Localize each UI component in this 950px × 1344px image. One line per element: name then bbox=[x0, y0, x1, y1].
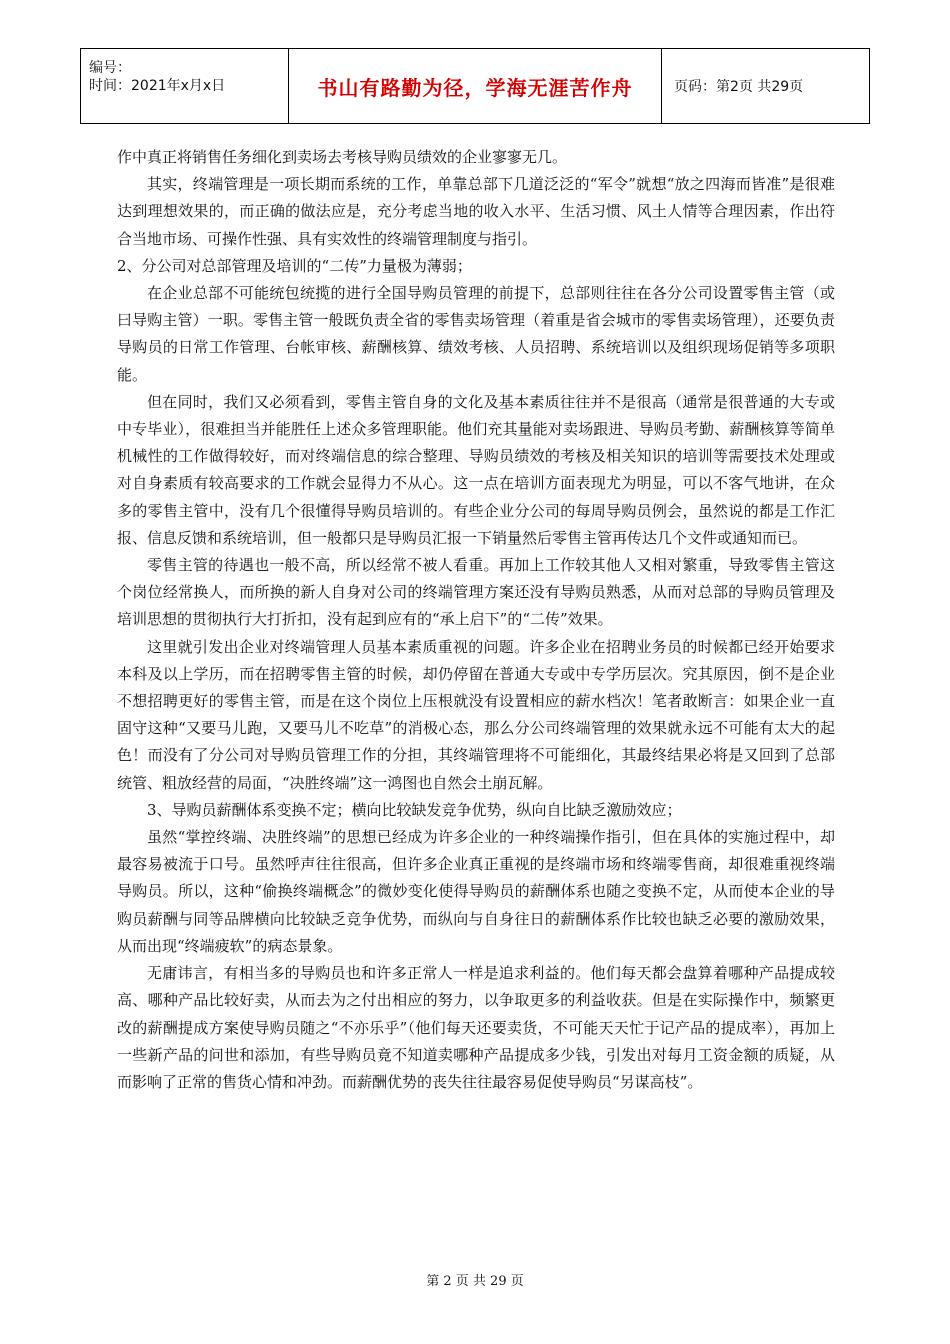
section-heading: 2、分公司对总部管理及培训的“二传”力量极为薄弱； bbox=[117, 256, 472, 275]
paragraph: 在企业总部不可能统包统揽的进行全国导购员管理的前提下，总部则往往在各分公司设置零售主管（或曰导购主管）一职。零售主管一般既负责全省的零售卖场管理（着重是省会城市的零售卖场管理），还要负责导购员的日常工作管理、台帐审核、薪酬核算、绩效考核、人员招聘、系统培训以及组织现场促销等多项职能。 bbox=[117, 284, 835, 384]
header-page-info: 页码：第2页 共29页 bbox=[674, 79, 804, 95]
page-header bbox=[80, 48, 870, 124]
paragraph: 但在同时，我们又必须看到，零售主管自身的文化及基本素质往往并不是很高（通常是很普通的大专或中专毕业），很难担当并能胜任上述众多管理职能。他们充其量能对卖场跟进、导购员考勤、薪酬核算等简单机械性的工作做得较好，而对终端信息的综合整理、导购员绩效的考核及相关知识的培训等需要技术处理或对自身素质有较高要求的工作就会显得力不从心。这一点在培训方面表现尤为明显，可以不客气地讲，在众多的零售主管中，没有几个很懂得导购员培训的。有些企业分公司的每周导购员例会，虽然说的都是工作汇报、信息反馈和系统培训，但一般都只是导购员汇报一下销量然后零售主管再传达几个文件或通知而已。 bbox=[117, 392, 835, 547]
page-footer: 第 2 页 共 29 页 bbox=[426, 1274, 524, 1289]
document-time: 时间：2021年x月x日 bbox=[89, 78, 226, 94]
document-number-label: 编号： bbox=[89, 60, 131, 76]
document-body bbox=[117, 144, 835, 1096]
paragraph: 作中真正将销售任务细化到卖场去考核导购员绩效的企业寥寥无几。 bbox=[117, 148, 568, 166]
header-motto: 书山有路勤为径，学海无涯苦作舟 bbox=[289, 49, 662, 123]
header-meta bbox=[81, 49, 289, 123]
section-heading: 3、导购员薪酬体系变换不定；横向比较缺发竞争优势，纵向自比缺乏激励效应； bbox=[147, 800, 682, 819]
paragraph: 虽然“掌控终端、决胜终端”的思想已经成为许多企业的一种终端操作指引，但在具体的实施过程中，却最容易被流于口号。虽然呼声往往很高，但许多企业真正重视的是终端市场和终端零售商，却很难重视终端导购员。所以，这种“偷换终端概念”的微妙变化使得导购员的薪酬体系也随之变换不定，从而使本企业的导购员薪酬与同等品牌横向比较缺乏竞争优势，而纵向与自身往日的薪酬体系作比较也缺乏必要的激励效果，从而出现“终端疲软”的病态景象。 bbox=[117, 828, 835, 955]
paragraph: 这里就引发出企业对终端管理人员基本素质重视的问题。许多企业在招聘业务员的时候都已经开始要求本科及以上学历，而在招聘零售主管的时候，却仍停留在普通大专或中专学历层次。究其原因，倒不是企业不想招聘更好的零售主管，而是在这个岗位上压根就没有设置相应的薪水档次！笔者敢断言：如果企业一直固守这种“又要马儿跑，又要马儿不吃草”的消极心态，那么分公司终端管理的效果就永远不可能有太大的起色！而没有了分公司对导购员管理工作的分担，其终端管理将不可能细化，其最终结果必将是又回到了总部统管、粗放经营的局面，“决胜终端”这一鸿图也自然会土崩瓦解。 bbox=[117, 637, 835, 792]
paragraph: 无庸讳言，有相当多的导购员也和许多正常人一样是追求利益的。他们每天都会盘算着哪种产品提成较高、哪种产品比较好卖，从而去为之付出相应的努力，以争取更多的利益收获。但是在实际操作中，频繁更改的薪酬提成方案使导购员随之“不亦乐乎”（他们每天还要卖货，不可能天天忙于记产品的提成率），再加上一些新产品的问世和添加，有些导购员竟不知道卖哪种产品提成多少钱，引发出对每月工资金额的质疑，从而影响了正常的售货心情和冲劲。而薪酬优势的丧失往往最容易促使导购员“另谋高枝”。 bbox=[117, 964, 835, 1091]
paragraph: 其实，终端管理是一项长期而系统的工作，单靠总部下几道泛泛的“军令”就想“放之四海而皆准”是很难达到理想效果的，而正确的做法应是，充分考虑当地的收入水平、生活习惯、风土人情等合理因素，作出符合当地市场、可操作性强、具有实效性的终端管理制度与指引。 bbox=[117, 175, 835, 248]
paragraph: 零售主管的待遇也一般不高，所以经常不被人看重。再加上工作较其他人又相对繁重，导致零售主管这个岗位经常换人，而所换的新人自身对公司的终端管理方案还没有导购员熟悉，从而对总部的导购员管理及培训思想的贯彻执行大打折扣，没有起到应有的“承上启下”的“二传”效果。 bbox=[117, 556, 835, 629]
